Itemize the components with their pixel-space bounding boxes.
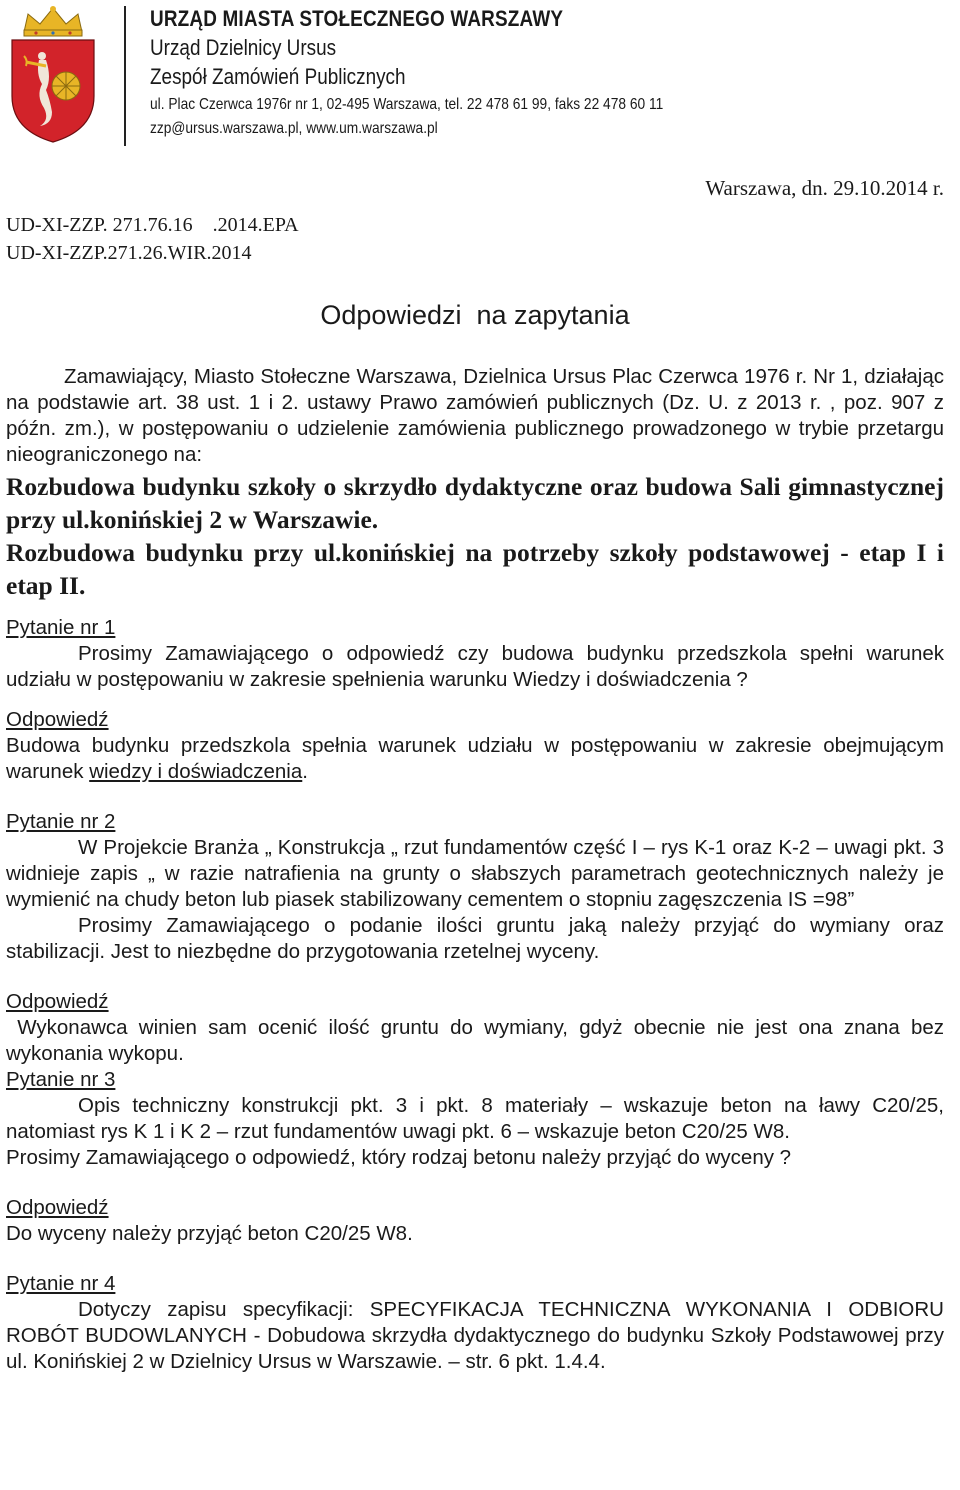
question-2-text: W Projekcie Branża „ Konstrukcja „ rzut fundamentów część I – rys K-1 oraz K-2 – uwagi pkt. 3 widnieje zapis „ w razie natrafienia na grunty o słabszych parametrach geotechnicznych należy je wymienić na chudy beton lub piasek stabilizowany cementem o stopniu zagęszczenia IS =98” (6, 836, 944, 911)
document-body (6, 364, 950, 1375)
question-3-header: Pytanie nr 3 (6, 1068, 116, 1091)
department-name: Zespół Zamówień Publicznych (150, 64, 406, 89)
page-title: Odpowiedzi na zapytania (320, 300, 630, 330)
intro-paragraph: Zamawiający, Miasto Stołeczne Warszawa, Dzielnica Ursus Plac Czerwca 1976 r. Nr 1, działając na podstawie art. 38 ust. 1 i 2. ustawy Prawo zamówień publicznych (Dz. U. z 2013 r. , poz. 907 z późn. zm.), w postępowaniu o udzielenie zamówienia publicznego prowadzonego w trybie przetargu nieograniczonego na: (6, 365, 944, 466)
address-line: ul. Plac Czerwca 1976r nr 1, 02-495 Warszawa, tel. 22 478 61 99, faks 22 478 60 11 (150, 96, 664, 113)
answer-1-header: Odpowiedź (6, 708, 109, 731)
document-date: Warszawa, dn. 29.10.2014 r. (705, 176, 944, 200)
answer-1-text: Budowa budynku przedszkola spełnia warunek udziału w postępowaniu w zakresie obejmującym warunek wiedzy i doświadczenia. (6, 734, 944, 783)
subject-1: Rozbudowa budynku szkoły o skrzydło dydaktyczne oraz budowa Sali gimnastycznej przy ul.konińskiej 2 w Warszawie. (6, 472, 944, 534)
question-2-request: Prosimy Zamawiającego o podanie ilości gruntu jaką należy przyjąć do wymiany oraz stabilizacji. Jest to niezbędne do przygotowania rzetelnej wyceny. (6, 914, 944, 963)
question-1-text: Prosimy Zamawiającego o odpowiedź czy budowa budynku przedszkola spełni warunek udziału w postępowaniu w zakresie spełnienia warunku Wiedzy i doświadczenia ? (6, 642, 944, 691)
letterhead-divider (124, 6, 126, 146)
subject-2: Rozbudowa budynku przy ul.konińskiej na potrzeby szkoły podstawowej - etap I i etap II. (6, 538, 944, 600)
answer-3-header: Odpowiedź (6, 1196, 109, 1219)
question-1-header: Pytanie nr 1 (6, 616, 116, 639)
crown-icon (24, 6, 82, 36)
question-3-request: Prosimy Zamawiającego o odpowiedź, który rodzaj betonu należy przyjąć do wyceny ? (6, 1146, 792, 1169)
question-4-text: Dotyczy zapisu specyfikacji: SPECYFIKACJA TECHNICZNA WYKONANIA I ODBIORU ROBÓT BUDOWLANYCH - Dobudowa skrzydła dydaktycznego do budynku Szkoły Podstawowej przy ul. Konińskiej 2 w Dzielnicy Ursus w Warszawie. – str. 6 pkt. 1.4.4. (6, 1298, 944, 1373)
contact-line: zzp@ursus.warszawa.pl, www.um.warszawa.pl (150, 120, 438, 137)
answer-1-underlined: wiedzy i doświadczenia (89, 760, 303, 783)
district-office: Urząd Dzielnicy Ursus (150, 35, 337, 60)
warsaw-coat-of-arms-icon (6, 4, 100, 144)
answer-2-header: Odpowiedź (6, 990, 109, 1013)
answer-3-text: Do wyceny należy przyjąć beton C20/25 W8. (6, 1222, 413, 1245)
letterhead (150, 6, 950, 138)
question-3-text: Opis techniczny konstrukcji pkt. 3 i pkt. 8 materiały – wskazuje beton na ławy C20/25, natomiast rys K 1 i K 2 – rzut fundamentów uwagi pkt. 6 – wskazuje beton C20/25 W8. (6, 1094, 944, 1143)
office-name: URZĄD MIASTA STOŁECZNEGO WARSZAWY (150, 6, 564, 31)
reference-number-2: UD-XI-ZZP.271.26.WIR.2014 (6, 242, 252, 264)
question-2-header: Pytanie nr 2 (6, 810, 116, 833)
answer-2-text: Wykonawca winien sam ocenić ilość gruntu do wymiany, gdyż obecnie nie jest ona znana bez wykonania wykopu. (6, 1016, 950, 1065)
reference-number-1: UD-XI-ZZP. 271.76.16 .2014.EPA (6, 214, 299, 236)
question-4-header: Pytanie nr 4 (6, 1272, 116, 1295)
